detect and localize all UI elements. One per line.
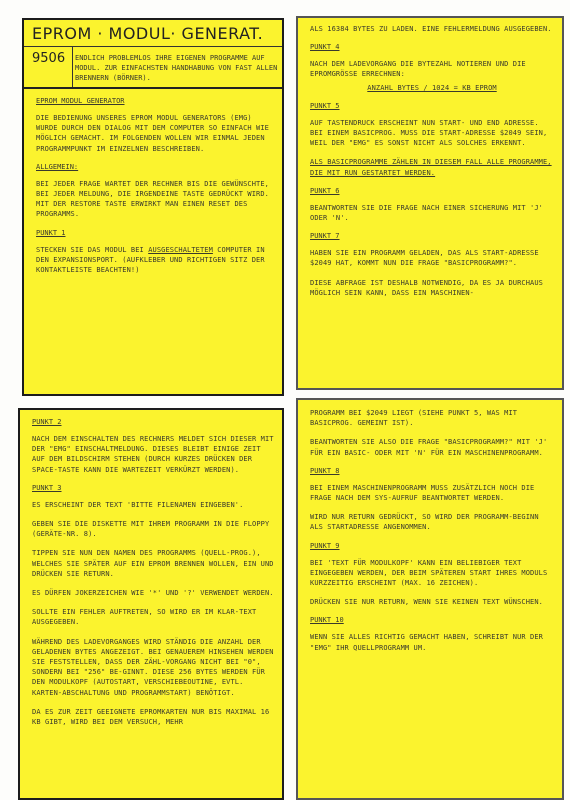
subheading: EPROM MODUL GENERATOR	[36, 97, 125, 105]
underlined-paragraph: ALS BASICPROGRAMME ZÄHLEN IN DIESEM FALL ALLE PROGRAMME, DIE MIT RUN GESTARTET WERDEN.	[310, 158, 552, 177]
paragraph: DIESE ABFRAGE IST DESHALB NOTWENDIG, DA ES JA DURCHAUS MÖGLICH SEIN KANN, DASS EIN MASCHINEN-	[310, 278, 543, 297]
heading-punkt-9: PUNKT 9	[310, 541, 340, 550]
heading-punkt-5: PUNKT 5	[310, 101, 340, 110]
heading-allgemein: ALLGEMEIN:	[36, 162, 79, 171]
paragraph: BEI JEDER FRAGE WARTET DER RECHNER BIS DIE GEWÜNSCHTE, BEI JEDER MELDUNG, DIE IRGENDEINE TASTE GEDRÜCKT WIRD. MIT DER RESTORE TASTE ERWIRKT MAN EINEN RESET DES PROGRAMMS.	[36, 179, 269, 219]
product-code: 9506	[32, 51, 66, 66]
paragraph: BEI EINEM MASCHINENPROGRAMM MUSS ZUSÄTZLICH NOCH DIE FRAGE NACH DEM SYS-AUFRUF BEANTWORTET WERDEN.	[310, 483, 535, 503]
heading-punkt-1: PUNKT 1	[36, 228, 66, 237]
header-row	[24, 47, 282, 89]
paragraph: NACH DEM EINSCHALTEN DES RECHNERS MELDET SICH DIESER MIT DER "EMG" EINSCHALTMELDUNG. DIESES BLEIBT EINIGE ZEIT AUF DEM BILDSCHIRM STEHEN (DURCH KURZES DRÜCKEN DER SPACE-TASTE KANN DIE WARTEZEIT VERKÜRZT WERDEN).	[32, 435, 274, 474]
heading-punkt-10: PUNKT 10	[310, 616, 344, 625]
heading-punkt-3: PUNKT 3	[32, 483, 62, 492]
panel-3-body	[20, 410, 282, 727]
text-part: STECKEN SIE DAS MODUL BEI	[36, 245, 149, 254]
document-title: EPROM · MODUL· GENERAT.	[24, 20, 282, 47]
paragraph: PROGRAMM BEI $2049 LIEGT (SIEHE PUNKT 5, WAS MIT BASICPROG. GEMEINT IST).	[310, 409, 518, 428]
paragraph: ALS 16384 BYTES ZU LADEN. EINE FEHLERMELDUNG AUSGEGEBEN.	[310, 25, 552, 33]
text-part: COMPUTER IN DEN EXPANSIONSPORT. (AUFKLEBER UND RICHTIGEN SITZ DER KONTAKTLEISTE BEACHTEN!)	[36, 245, 265, 275]
paragraph: BEANTWORTEN SIE DIE FRAGE NACH EINER SICHERUNG MIT 'J' ODER 'N'.	[310, 203, 543, 223]
paragraph: SOLLTE EIN FEHLER AUFTRETEN, SO WIRD ER IM KLAR-TEXT AUSGEGEBEN.	[32, 608, 257, 627]
paragraph: BEI 'TEXT FÜR MODULKOPF' KANN EIN BELIEBIGER TEXT EINGEGEBEN WERDEN, DER BEIM SPÄTEREN START IHRES MODULS KURZZEITIG ERSCHEINT (MAX. 16 ZEICHEN).	[310, 558, 548, 588]
paragraph: DIE BEDIENUNG UNSERES EPROM MODUL GENERATORS (EMG) WURDE DURCH DEN DIALOG MIT DEM COMPUTER SO EINFACH WIE MÖGLICH GEMACHT. IM FOLGENDEN WOLLEN WIR EINMAL JEDEN PROGRAMMPUNKT IM EINZELNEN BESCHREIBEN.	[36, 114, 269, 153]
paragraph: WENN SIE ALLES RICHTIG GEMACHT HABEN, SCHREIBT NUR DER "EMG" IHR QUELLPROGRAMM UM.	[310, 633, 543, 652]
underlined-text: AUSGESCHALTETEM	[148, 245, 213, 254]
paragraph: WÄHREND DES LADEVORGANGES WIRD STÄNDIG DIE ANZAHL DER GELADENEN BYTES ANGEZEIGT. BEI GENAUEREM HINSEHEN WERDEN SIE FESTSTELLEN, DASS DER ZÄHL-VORGANG NICHT BEI "0", SONDERN BEI "256" BE-GINNT. DIESE 256 BYTES WERDEN FÜR DEN MODULKOPF (AUTOSTART, VERSCHIEBEOUTINE, EVTL. KARTEN-ABSCHALTUNG UND PROGRAMMSTART) BENÖTIGT.	[32, 637, 274, 697]
paragraph: AUF TASTENDRUCK ERSCHEINT NUN START- UND END ADRESSE. BEI EINEM BASICPROG. MUSS DIE START-ADRESSE $2049 SEIN, WEIL DER "EMG" ES SONST NICHT ALS SOLCHES ERKENNT.	[310, 118, 548, 148]
heading-punkt-6: PUNKT 6	[310, 186, 340, 195]
paragraph: ES ERSCHEINT DER TEXT 'BITTE FILENAMEN EINGEBEN'.	[32, 500, 244, 509]
page-panel-2	[296, 16, 564, 390]
paragraph: BEANTWORTEN SIE ALSO DIE FRAGE "BASICPROGRAMM?" MIT 'J' FÜR EIN BASIC- ODER MIT 'N' FÜR EIN MASCHINENPROGRAMM.	[310, 438, 548, 457]
panel-4-body	[298, 400, 562, 653]
paragraph: WIRD NUR RETURN GEDRÜCKT, SO WIRD DER PROGRAMM-BEGINN ALS STARTADRESSE ANGENOMMEN.	[310, 513, 539, 532]
heading-punkt-7: PUNKT 7	[310, 232, 340, 241]
paragraph: DRÜCKEN SIE NUR RETURN, WENN SIE KEINEN TEXT WÜNSCHEN.	[310, 598, 543, 607]
paragraph: TIPPEN SIE NUN DEN NAMEN DES PROGRAMMS (QUELL-PROG.), WELCHES SIE SPÄTER AUF EIN EPROM BRENNEN WOLLEN, EIN UND DRÜCKEN SIE RETURN.	[32, 549, 274, 578]
heading-punkt-2: PUNKT 2	[32, 418, 62, 426]
heading-punkt-4: PUNKT 4	[310, 43, 340, 52]
formula: ANZAHL BYTES / 1024 = KB EPROM	[367, 83, 497, 92]
paragraph: GEBEN SIE DIE DISKETTE MIT IHREM PROGRAMM IN DIE FLOPPY (GERÄTE-NR. 8).	[32, 520, 270, 539]
paragraph: DA ES ZUR ZEIT GEEIGNETE EPROMKARTEN NUR BIS MAXIMAL 16 KB GIBT, WIRD BEI DEM VERSUCH, MEHR	[32, 707, 270, 727]
panel-2-body	[298, 18, 562, 298]
panel-1-body	[24, 89, 282, 275]
intro-text: ENDLICH PROBLEMLOS IHRE EIGENEN PROGRAMME AUF MODUL. ZUR EINFACHSTEN HANDHABUNG VON FAST ALLEN BRENNERN (BÖRNER).	[72, 47, 282, 87]
page-panel-4	[296, 398, 564, 800]
page-panel-3	[18, 408, 284, 800]
paragraph	[36, 245, 274, 276]
paragraph: ES DÜRFEN JOKERZEICHEN WIE '*' UND '?' VERWENDET WERDEN.	[32, 589, 274, 598]
page-panel-1	[22, 18, 284, 396]
paragraph: NACH DEM LADEVORGANG DIE BYTEZAHL NOTIEREN UND DIE EPROMGRÖSSE ERRECHNEN:	[310, 60, 526, 79]
paragraph: HABEN SIE EIN PROGRAMM GELADEN, DAS ALS START-ADRESSE $2049 HAT, KOMMT NUN DIE FRAGE "BASICPROGRAMM?".	[310, 249, 539, 268]
heading-punkt-8: PUNKT 8	[310, 466, 340, 475]
